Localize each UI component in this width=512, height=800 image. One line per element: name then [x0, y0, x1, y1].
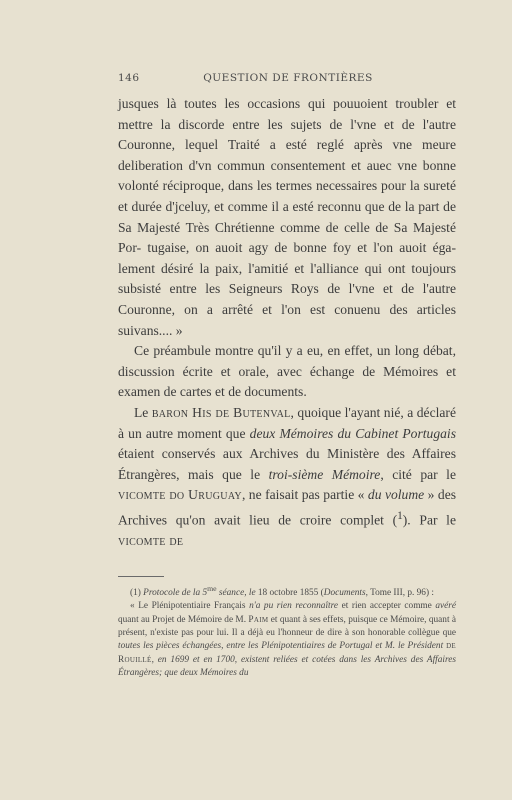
text-run: et rien — [338, 601, 367, 612]
preamble-paragraph — [118, 341, 456, 403]
italic-text: du volume — [367, 487, 425, 503]
text-line: de l'autre Couronne, on a arrêté et l'on est conuenu — [118, 281, 457, 317]
footnote-marker: (1) — [130, 588, 141, 599]
italic-text: Protocole de la 5 — [140, 588, 208, 599]
page-header — [118, 72, 458, 84]
italic-text: dans les Archives des Affaires Étrangères; que deux Mémoires du — [118, 654, 456, 678]
text-run: ). Par le — [402, 512, 456, 528]
butenval-paragraph — [118, 403, 456, 552]
italic-text: Cabinet Portugais — [355, 425, 456, 441]
text-run: étaient conservés aux Archives du — [118, 446, 320, 462]
italic-text: Documents — [323, 588, 366, 599]
running-title: QUESTION DE FRONTIÈRES — [203, 72, 373, 84]
person-name: Paim — [248, 614, 269, 625]
text-line: lement désiré la paix, l'amitié et l'alliance qui ont — [118, 260, 406, 276]
superscript: me — [207, 584, 217, 593]
italic-text: avéré — [435, 601, 457, 612]
text-run: avait lieu de croire complet ( — [214, 512, 398, 528]
italic-text: deux Mémoires du — [249, 425, 352, 441]
text-run: , — [365, 588, 368, 599]
text-run: quant au Projet de Mémoire de M. — [118, 614, 249, 625]
text-line: Ce préambule montre qu'il y a eu, en effet, un — [134, 343, 391, 359]
text-line: toujours subsisté entre les Seigneurs Roys de l'vne et — [118, 260, 456, 297]
person-name: baron His de Butenval — [151, 404, 291, 420]
italic-text: séance, le — [216, 588, 256, 599]
quotation-paragraph — [118, 94, 456, 341]
text-run: accepter comme — [369, 601, 436, 612]
text-line: des articles suivans.... » — [118, 301, 456, 338]
text-run: Le — [134, 404, 152, 420]
italic-text: n'a pu rien reconnaître — [249, 601, 339, 612]
italic-text: toutes les pièces échangées, entre les Plénipotentiaires de Portugal et — [118, 641, 383, 652]
text-run: faisait pas partie « — [265, 487, 368, 503]
person-name: de Rouillé — [118, 641, 456, 665]
text-run: , cité par le — [380, 466, 456, 482]
text-run: Ministère des Affaires Étrangères, mais que le — [118, 446, 456, 482]
text-line: tugaise, on auoit agy de bonne foy et l'on auoit éga- — [147, 240, 456, 256]
italic-text: sième Mémoire — [292, 466, 381, 482]
text-run: quant à ses effets, puisque ce Mémoire, quant à présent, n'existe pas — [118, 614, 457, 638]
text-run: , quoique l'ayant nié, a — [290, 404, 414, 420]
text-line: jusques là toutes les occasions qui pouuoient troubler — [118, 96, 439, 111]
person-name: vicomte do Uruguay — [118, 487, 242, 503]
text-run: déclaré à un autre moment que — [118, 404, 456, 441]
italic-text: , en 1699 et en 1700, existent reliées et cotées — [151, 654, 336, 665]
text-line: meure deliberation d'vn commun consentement et — [118, 137, 456, 173]
text-line: long débat, discussion écrite et orale, avec échange — [118, 343, 456, 379]
main-text — [118, 94, 456, 552]
footnote-divider — [118, 576, 164, 577]
text-run: et — [268, 614, 278, 625]
text-line: Très Chrétienne comme de celle de Sa Majesté Por- — [118, 219, 456, 256]
page-number: 146 — [118, 72, 140, 84]
text-line: de Mémoires et examen de cartes et de documents. — [118, 363, 456, 400]
text-run: pour lui. Il a déjà eu l'honneur de dire à son honorable collègue que — [196, 627, 456, 638]
footnote-1 — [118, 582, 456, 600]
footnote-reference: 1 — [397, 509, 403, 522]
text-line: l'autre Couronne, lequel Traité a esté reglé après vne — [118, 116, 456, 153]
footnote-quotation — [118, 600, 456, 680]
italic-text: M. le Président — [384, 641, 447, 652]
text-run: 18 octobre 1855 ( — [255, 588, 324, 599]
text-run: » des Archives qu'on — [118, 487, 457, 528]
text-line: et mettre la discorde entre les sujets de l'vne et de — [118, 96, 456, 132]
text-line: necessaires pour la sureté et durée d'jceluy, et — [118, 178, 456, 214]
italic-text: troi- — [268, 466, 293, 482]
text-line: comme il a esté reconnu que de la part de Sa Majesté — [118, 198, 456, 235]
footnotes — [118, 582, 456, 680]
text-line: auec vne bonne volonté réciproque, dans les termes — [118, 157, 456, 194]
text-run: Tome III, p. 96) : — [370, 588, 434, 599]
text-run: « Le Plénipotentiaire Français — [130, 601, 250, 612]
text-run: , ne — [241, 487, 262, 503]
person-name: vicomte de — [118, 533, 184, 548]
